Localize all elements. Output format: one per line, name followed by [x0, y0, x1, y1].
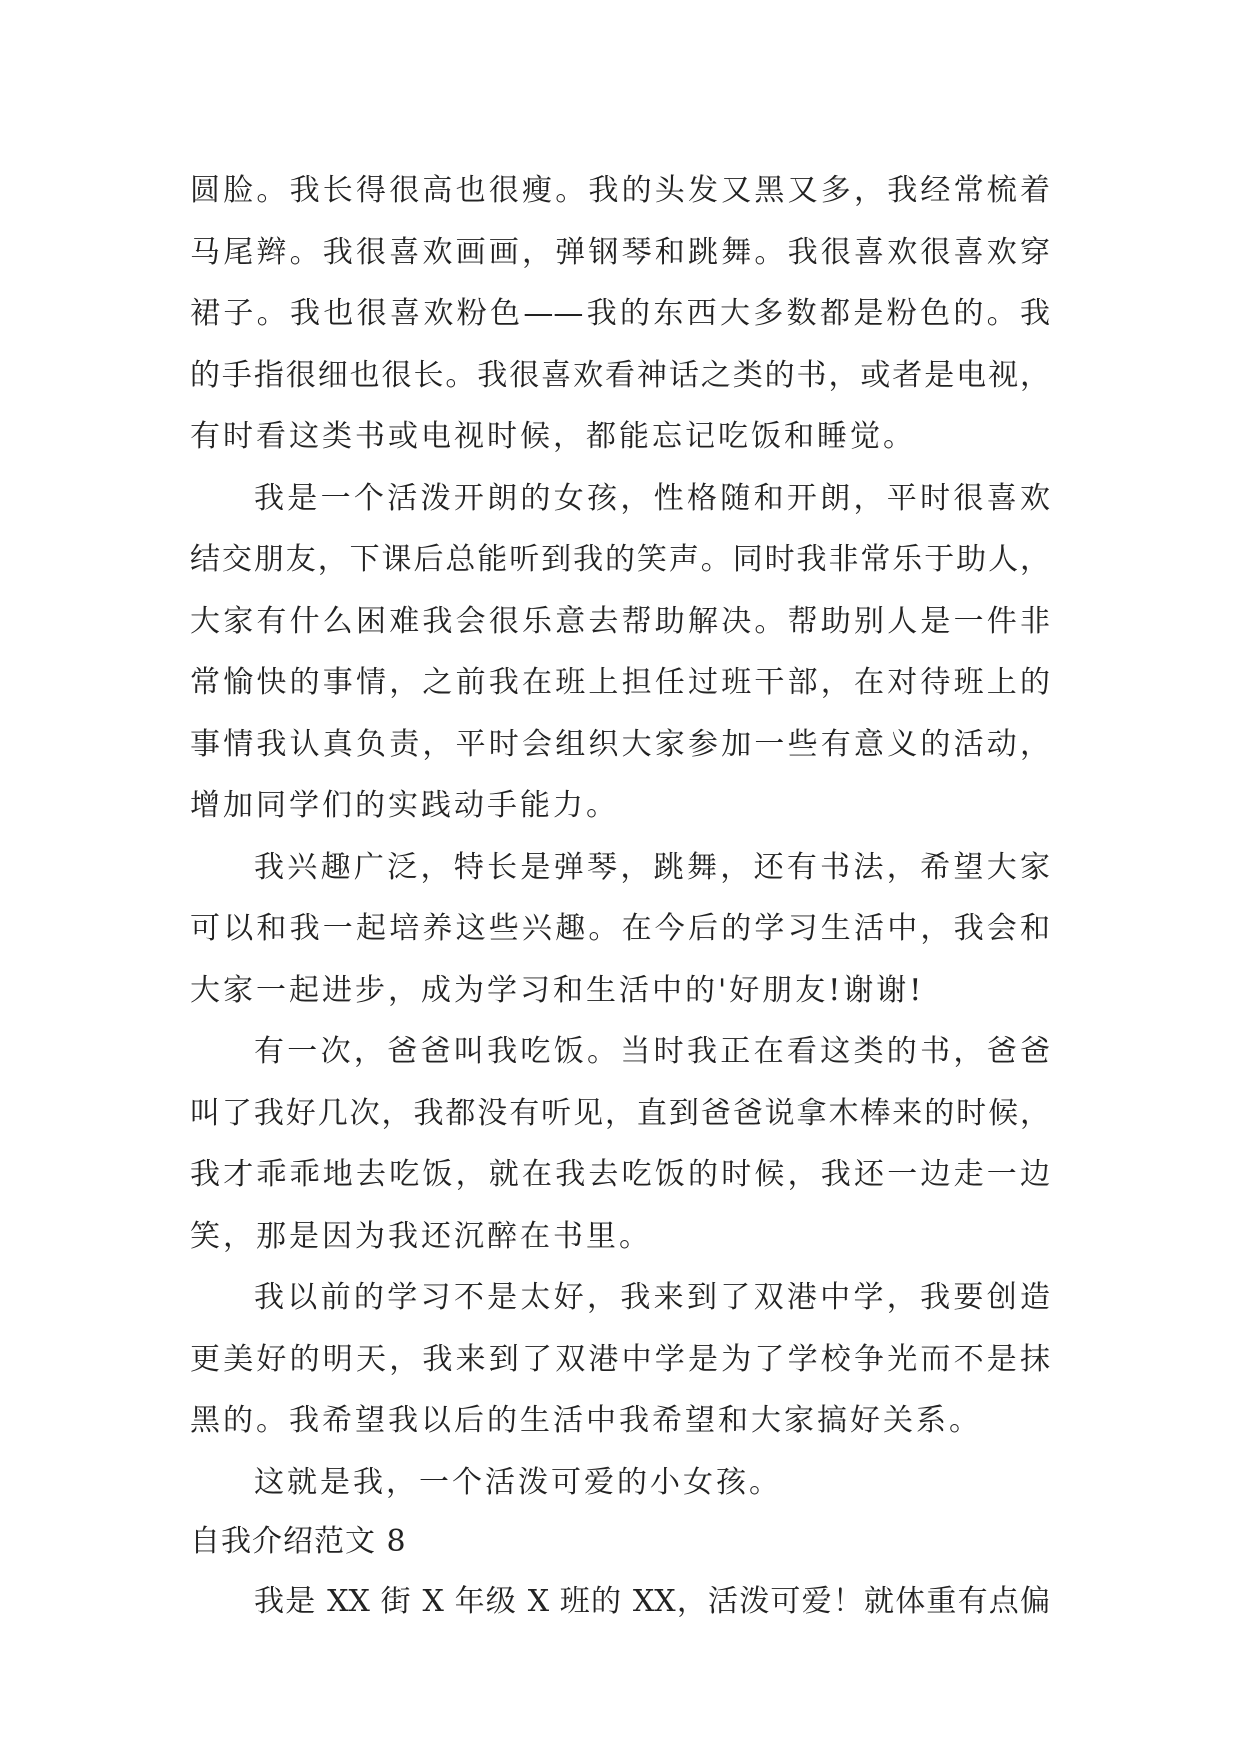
- paragraph-line: 我是一个活泼开朗的女孩，性格随和开朗，平时很喜欢: [254, 480, 1050, 516]
- paragraph-line: 这就是我，一个活泼可爱的小女孩。: [254, 1464, 782, 1500]
- paragraph-line: 结交朋友，下课后总能听到我的笑声。同时我非常乐于助人，: [190, 542, 1050, 577]
- document-body: [190, 160, 1050, 1513]
- paragraph-line: 常愉快的事情，之前我在班上担任过班干部，在对待班上的: [190, 665, 1050, 700]
- paragraph-line: 更美好的明天，我来到了双港中学是为了学校争光而不是抹: [190, 1341, 1050, 1377]
- paragraph-line: 我兴趣广泛，特长是弹琴，跳舞，还有书法，希望大家: [254, 849, 1050, 885]
- paragraph-line: 圆脸。我长得很高也很瘦。我的头发又黑又多，我经常梳着: [190, 173, 1050, 208]
- paragraph-line: 我是 XX 街 X 年级 X 班的 XX，活泼可爱！就体重有点偏: [254, 1584, 1050, 1619]
- section-heading: 自我介绍范文 8: [190, 1524, 407, 1559]
- paragraph-line: 可以和我一起培养这些兴趣。在今后的学习生活中，我会和: [190, 911, 1050, 946]
- paragraph-line: 我以前的学习不是太好，我来到了双港中学，我要创造: [254, 1280, 1050, 1315]
- paragraph-line: 笑，那是因为我还沉醉在书里。: [190, 1218, 652, 1254]
- paragraph-line: 叫了我好几次，我都没有听见，直到爸爸说拿木棒来的时候，: [190, 1095, 1050, 1131]
- paragraph-line: 黑的。我希望我以后的生活中我希望和大家搞好关系。: [190, 1403, 982, 1438]
- paragraph-line: 大家有什么困难我会很乐意去帮助解决。帮助别人是一件非: [190, 603, 1050, 639]
- paragraph-line: 裙子。我也很喜欢粉色——我的东西大多数都是粉色的。我: [190, 296, 1050, 331]
- paragraph-line: 有时看这类书或电视时候，都能忘记吃饭和睡觉。: [190, 419, 916, 454]
- paragraph-line: 的手指很细也很长。我很喜欢看神话之类的书，或者是电视，: [190, 357, 1050, 393]
- paragraph-line: 大家一起进步，成为学习和生活中的'好朋友!谢谢!: [190, 972, 925, 1008]
- paragraph-line: 有一次，爸爸叫我吃饭。当时我正在看这类的书，爸爸: [254, 1034, 1050, 1069]
- paragraph-line: 事情我认真负责，平时会组织大家参加一些有意义的活动，: [190, 726, 1050, 762]
- paragraph-line: 马尾辫。我很喜欢画画，弹钢琴和跳舞。我很喜欢很喜欢穿: [190, 234, 1050, 270]
- paragraph-line: 增加同学们的实践动手能力。: [190, 788, 619, 823]
- document-page: [190, 160, 1050, 1633]
- paragraph-line: 我才乖乖地去吃饭，就在我去吃饭的时候，我还一边走一边: [190, 1157, 1050, 1192]
